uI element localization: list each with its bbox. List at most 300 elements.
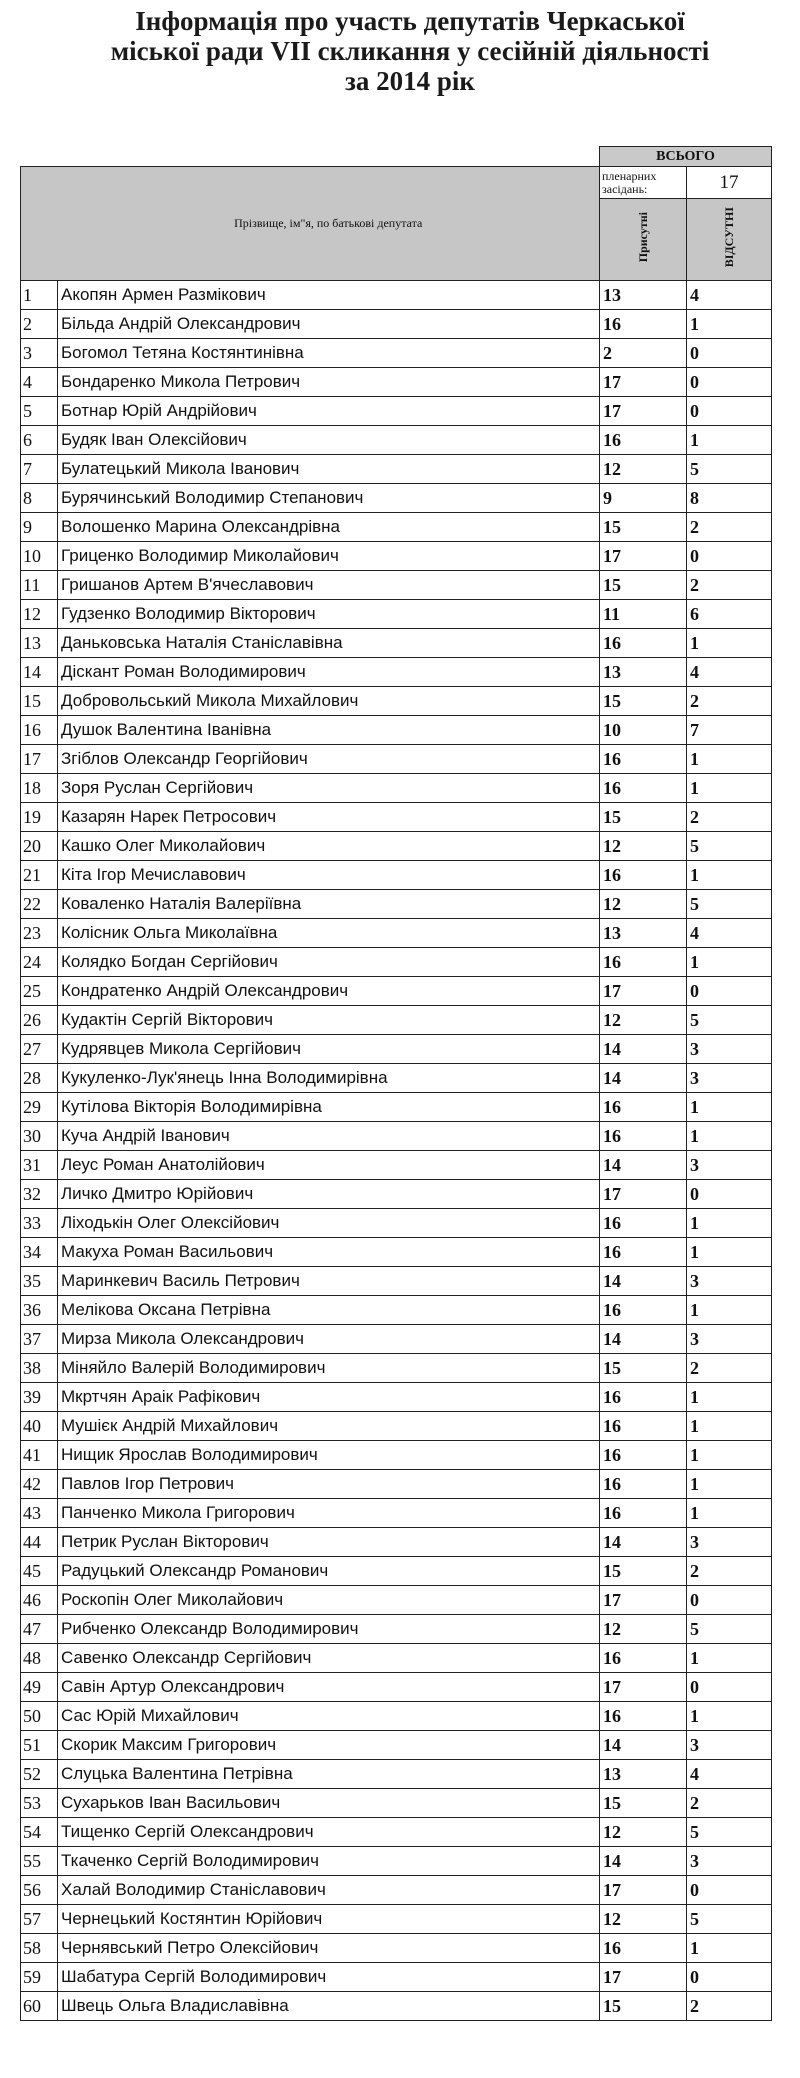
row-number: 47	[21, 1615, 58, 1644]
table-row	[21, 1093, 772, 1122]
present-count: 17	[600, 977, 687, 1006]
present-count: 16	[600, 1934, 687, 1963]
number-column-header	[21, 167, 58, 281]
row-number: 51	[21, 1731, 58, 1760]
absent-count: 0	[687, 1673, 772, 1702]
deputy-name: Ботнар Юрій Андрійович	[58, 397, 600, 426]
present-count: 10	[600, 716, 687, 745]
absent-count: 1	[687, 1238, 772, 1267]
present-count: 12	[600, 890, 687, 919]
absent-count: 1	[687, 1934, 772, 1963]
table-row	[21, 687, 772, 716]
row-number: 13	[21, 629, 58, 658]
deputy-name: Згіблов Олександр Георгійович	[58, 745, 600, 774]
present-count: 15	[600, 1992, 687, 2021]
absent-count: 3	[687, 1528, 772, 1557]
table-row	[21, 1470, 772, 1499]
row-number: 26	[21, 1006, 58, 1035]
row-number: 54	[21, 1818, 58, 1847]
row-number: 53	[21, 1789, 58, 1818]
table-row	[21, 281, 772, 310]
table-body	[21, 281, 772, 2021]
present-count: 15	[600, 687, 687, 716]
row-number: 27	[21, 1035, 58, 1064]
absent-count: 4	[687, 281, 772, 310]
row-number: 49	[21, 1673, 58, 1702]
table-row	[21, 948, 772, 977]
absent-count: 0	[687, 1586, 772, 1615]
deputy-name: Будяк Іван Олексійович	[58, 426, 600, 455]
present-count: 12	[600, 1006, 687, 1035]
deputy-name: Швець Ольга Владиславівна	[58, 1992, 600, 2021]
present-count: 16	[600, 1702, 687, 1731]
present-count: 15	[600, 803, 687, 832]
absent-count: 5	[687, 832, 772, 861]
deputy-name: Сухарьков Іван Васильович	[58, 1789, 600, 1818]
table-row	[21, 368, 772, 397]
table-row	[21, 1296, 772, 1325]
absent-count: 1	[687, 1441, 772, 1470]
absent-count: 2	[687, 513, 772, 542]
row-number: 24	[21, 948, 58, 977]
table-row	[21, 1441, 772, 1470]
table-header	[21, 147, 772, 281]
row-number: 5	[21, 397, 58, 426]
absent-count: 2	[687, 687, 772, 716]
deputy-name: Гриценко Володимир Миколайович	[58, 542, 600, 571]
table-row	[21, 832, 772, 861]
table-row	[21, 455, 772, 484]
present-count: 17	[600, 542, 687, 571]
absent-count: 1	[687, 1702, 772, 1731]
deputy-name: Нищик Ярослав Володимирович	[58, 1441, 600, 1470]
deputy-name: Колісник Ольга Миколаївна	[58, 919, 600, 948]
deputy-name: Мирза Микола Олександрович	[58, 1325, 600, 1354]
table-row	[21, 1615, 772, 1644]
absent-count: 1	[687, 1499, 772, 1528]
title-line-1: Інформація про участь депутатів Черкаської	[135, 6, 685, 36]
present-count: 12	[600, 1905, 687, 1934]
table-row	[21, 1702, 772, 1731]
row-number: 10	[21, 542, 58, 571]
absent-count: 0	[687, 1876, 772, 1905]
present-count: 15	[600, 571, 687, 600]
absent-count: 1	[687, 861, 772, 890]
table-row	[21, 1731, 772, 1760]
table-row	[21, 1818, 772, 1847]
table-row	[21, 1122, 772, 1151]
row-number: 1	[21, 281, 58, 310]
deputy-name: Рибченко Олександр Володимирович	[58, 1615, 600, 1644]
absent-column-header	[687, 199, 772, 281]
row-number: 4	[21, 368, 58, 397]
row-number: 42	[21, 1470, 58, 1499]
deputy-name: Акопян Армен Размікович	[58, 281, 600, 310]
deputy-name: Петрик Руслан Вікторович	[58, 1528, 600, 1557]
absent-count: 0	[687, 368, 772, 397]
present-count: 16	[600, 629, 687, 658]
deputy-name: Казарян Нарек Петросович	[58, 803, 600, 832]
present-count: 13	[600, 919, 687, 948]
table-row	[21, 1934, 772, 1963]
present-count: 16	[600, 426, 687, 455]
deputy-name: Сас Юрій Михайлович	[58, 1702, 600, 1731]
table-row	[21, 716, 772, 745]
absent-count: 3	[687, 1035, 772, 1064]
absent-count: 2	[687, 1354, 772, 1383]
deputy-name: Кудрявцев Микола Сергійович	[58, 1035, 600, 1064]
absent-count: 4	[687, 658, 772, 687]
deputy-name: Діскант Роман Володимирович	[58, 658, 600, 687]
deputy-name: Бурячинський Володимир Степанович	[58, 484, 600, 513]
absent-count: 1	[687, 1412, 772, 1441]
absent-count: 2	[687, 1992, 772, 2021]
table-row	[21, 1238, 772, 1267]
present-count: 17	[600, 1673, 687, 1702]
deputy-name: Савенко Олександр Сергійович	[58, 1644, 600, 1673]
row-number: 12	[21, 600, 58, 629]
present-count: 14	[600, 1731, 687, 1760]
row-number: 32	[21, 1180, 58, 1209]
absent-count: 4	[687, 1760, 772, 1789]
row-number: 30	[21, 1122, 58, 1151]
absent-count: 0	[687, 339, 772, 368]
table-row	[21, 484, 772, 513]
row-number: 9	[21, 513, 58, 542]
row-number: 52	[21, 1760, 58, 1789]
deputy-name: Маринкевич Василь Петрович	[58, 1267, 600, 1296]
deputy-name: Кукуленко-Лук'янець Інна Володимирівна	[58, 1064, 600, 1093]
row-number: 25	[21, 977, 58, 1006]
row-number: 43	[21, 1499, 58, 1528]
present-count: 13	[600, 1760, 687, 1789]
absent-count: 5	[687, 455, 772, 484]
table-row	[21, 1876, 772, 1905]
deputy-name: Булатецький Микола Іванович	[58, 455, 600, 484]
absent-count: 1	[687, 629, 772, 658]
row-number: 18	[21, 774, 58, 803]
table-row	[21, 1644, 772, 1673]
table-row	[21, 745, 772, 774]
absent-count: 7	[687, 716, 772, 745]
row-number: 36	[21, 1296, 58, 1325]
deputy-name: Тищенко Сергій Олександрович	[58, 1818, 600, 1847]
table-row	[21, 774, 772, 803]
table-row	[21, 1528, 772, 1557]
table-row	[21, 1992, 772, 2021]
table-row	[21, 977, 772, 1006]
table-row	[21, 1064, 772, 1093]
absent-count: 8	[687, 484, 772, 513]
present-count: 16	[600, 1209, 687, 1238]
present-count: 17	[600, 397, 687, 426]
deputy-name: Волошенко Марина Олександрівна	[58, 513, 600, 542]
deputy-name: Личко Дмитро Юрійович	[58, 1180, 600, 1209]
table-row	[21, 426, 772, 455]
present-count: 14	[600, 1267, 687, 1296]
present-count: 16	[600, 1470, 687, 1499]
row-number: 14	[21, 658, 58, 687]
present-count: 14	[600, 1064, 687, 1093]
row-number: 19	[21, 803, 58, 832]
deputy-name: Павлов Ігор Петрович	[58, 1470, 600, 1499]
table-row	[21, 1847, 772, 1876]
table-row	[21, 310, 772, 339]
absent-count: 0	[687, 977, 772, 1006]
row-number: 34	[21, 1238, 58, 1267]
present-count: 16	[600, 310, 687, 339]
row-number: 39	[21, 1383, 58, 1412]
present-count: 12	[600, 455, 687, 484]
row-number: 16	[21, 716, 58, 745]
present-count: 14	[600, 1035, 687, 1064]
deputy-name: Добровольський Микола Михайлович	[58, 687, 600, 716]
table-row	[21, 803, 772, 832]
absent-count: 1	[687, 426, 772, 455]
deputy-name: Мушієк Андрій Михайлович	[58, 1412, 600, 1441]
plenary-sessions-count: 17	[687, 167, 772, 199]
table-row	[21, 1412, 772, 1441]
table-row	[21, 629, 772, 658]
absent-count: 1	[687, 1122, 772, 1151]
absent-count: 3	[687, 1064, 772, 1093]
absent-count: 4	[687, 919, 772, 948]
table-row	[21, 1354, 772, 1383]
deputy-name: Савін Артур Олександрович	[58, 1673, 600, 1702]
row-number: 29	[21, 1093, 58, 1122]
row-number: 56	[21, 1876, 58, 1905]
absent-count: 1	[687, 1644, 772, 1673]
table-row	[21, 1905, 772, 1934]
present-count: 16	[600, 1122, 687, 1151]
row-number: 37	[21, 1325, 58, 1354]
deputy-name: Кудактін Сергій Вікторович	[58, 1006, 600, 1035]
table-row	[21, 600, 772, 629]
present-count: 16	[600, 1296, 687, 1325]
row-number: 31	[21, 1151, 58, 1180]
attendance-table	[20, 146, 772, 2021]
table-row	[21, 1789, 772, 1818]
present-count: 11	[600, 600, 687, 629]
row-number: 40	[21, 1412, 58, 1441]
row-number: 41	[21, 1441, 58, 1470]
absent-count: 3	[687, 1267, 772, 1296]
absent-count: 2	[687, 803, 772, 832]
row-number: 3	[21, 339, 58, 368]
absent-count: 3	[687, 1731, 772, 1760]
deputy-name: Радуцький Олександр Романович	[58, 1557, 600, 1586]
table-row	[21, 1151, 772, 1180]
row-number: 46	[21, 1586, 58, 1615]
deputy-name: Кутілова Вікторія Володимирівна	[58, 1093, 600, 1122]
absent-count: 2	[687, 571, 772, 600]
row-number: 17	[21, 745, 58, 774]
row-number: 22	[21, 890, 58, 919]
table-row	[21, 1035, 772, 1064]
absent-count: 3	[687, 1151, 772, 1180]
deputy-name: Роскопін Олег Миколайович	[58, 1586, 600, 1615]
title-line-3: за 2014 рік	[345, 66, 475, 96]
row-number: 28	[21, 1064, 58, 1093]
total-header: ВСЬОГО	[600, 147, 772, 167]
row-number: 48	[21, 1644, 58, 1673]
deputy-name: Душок Валентина Іванівна	[58, 716, 600, 745]
plenary-label-line-2: засідань:	[602, 181, 648, 196]
present-count: 16	[600, 1093, 687, 1122]
absent-count: 0	[687, 397, 772, 426]
table-row	[21, 890, 772, 919]
table-row	[21, 1006, 772, 1035]
absent-count: 0	[687, 1180, 772, 1209]
table-row	[21, 1180, 772, 1209]
title-line-2: міської ради VII скликання у сесійній діяльності	[110, 36, 710, 66]
table-row	[21, 1673, 772, 1702]
row-number: 58	[21, 1934, 58, 1963]
row-number: 7	[21, 455, 58, 484]
row-number: 21	[21, 861, 58, 890]
deputy-name: Слуцька Валентина Петрівна	[58, 1760, 600, 1789]
deputy-name: Мкртчян Араік Рафікович	[58, 1383, 600, 1412]
present-count: 17	[600, 1963, 687, 1992]
absent-count: 0	[687, 542, 772, 571]
absent-count: 1	[687, 948, 772, 977]
absent-count: 0	[687, 1963, 772, 1992]
present-count: 16	[600, 861, 687, 890]
table-row	[21, 542, 772, 571]
absent-count: 1	[687, 1470, 772, 1499]
table-row	[21, 919, 772, 948]
deputy-name: Ткаченко Сергій Володимирович	[58, 1847, 600, 1876]
table-row	[21, 397, 772, 426]
table-row	[21, 1499, 772, 1528]
row-number: 59	[21, 1963, 58, 1992]
row-number: 44	[21, 1528, 58, 1557]
row-number: 57	[21, 1905, 58, 1934]
name-column-header: Прізвище, ім"я, по батькові депутата	[58, 167, 600, 281]
row-number: 6	[21, 426, 58, 455]
present-count: 17	[600, 1586, 687, 1615]
deputy-name: Шабатура Сергій Володимирович	[58, 1963, 600, 1992]
absent-count: 5	[687, 1818, 772, 1847]
present-count: 16	[600, 745, 687, 774]
absent-count: 5	[687, 1006, 772, 1035]
absent-count: 3	[687, 1847, 772, 1876]
table-row	[21, 1586, 772, 1615]
deputy-name: Богомол Тетяна Костянтинівна	[58, 339, 600, 368]
deputy-name: Куча Андрій Іванович	[58, 1122, 600, 1151]
absent-count: 5	[687, 890, 772, 919]
absent-count: 1	[687, 1093, 772, 1122]
present-count: 16	[600, 1499, 687, 1528]
present-count: 16	[600, 1644, 687, 1673]
present-count: 15	[600, 1557, 687, 1586]
absent-count: 6	[687, 600, 772, 629]
present-count: 13	[600, 281, 687, 310]
row-number: 55	[21, 1847, 58, 1876]
deputy-name: Більда Андрій Олександрович	[58, 310, 600, 339]
deputy-name: Кіта Ігор Мечиславович	[58, 861, 600, 890]
row-number: 8	[21, 484, 58, 513]
deputy-name: Гудзенко Володимир Вікторович	[58, 600, 600, 629]
absent-label: ВІДСУТНІ	[721, 207, 736, 268]
present-count: 17	[600, 1876, 687, 1905]
deputy-name: Кондратенко Андрій Олександрович	[58, 977, 600, 1006]
present-count: 2	[600, 339, 687, 368]
row-number: 50	[21, 1702, 58, 1731]
table-row	[21, 1209, 772, 1238]
present-count: 16	[600, 774, 687, 803]
deputy-name: Чернявський Петро Олексійович	[58, 1934, 600, 1963]
table-row	[21, 571, 772, 600]
row-number: 23	[21, 919, 58, 948]
deputy-name: Мелікова Оксана Петрівна	[58, 1296, 600, 1325]
present-count: 12	[600, 832, 687, 861]
present-count: 16	[600, 1441, 687, 1470]
absent-count: 1	[687, 1383, 772, 1412]
table-row	[21, 861, 772, 890]
present-count: 15	[600, 513, 687, 542]
present-column-header	[600, 199, 687, 281]
deputy-name: Кашко Олег Миколайович	[58, 832, 600, 861]
absent-count: 1	[687, 745, 772, 774]
deputy-name: Ліходькін Олег Олексійович	[58, 1209, 600, 1238]
present-count: 17	[600, 368, 687, 397]
present-count: 17	[600, 1180, 687, 1209]
deputy-name: Бондаренко Микола Петрович	[58, 368, 600, 397]
row-number: 33	[21, 1209, 58, 1238]
table-row	[21, 513, 772, 542]
table-row	[21, 1557, 772, 1586]
deputy-name: Халай Володимир Станіславович	[58, 1876, 600, 1905]
row-number: 45	[21, 1557, 58, 1586]
deputy-name: Скорик Максим Григорович	[58, 1731, 600, 1760]
document-title	[60, 6, 760, 96]
row-number: 11	[21, 571, 58, 600]
present-count: 12	[600, 1615, 687, 1644]
present-count: 13	[600, 658, 687, 687]
present-count: 14	[600, 1528, 687, 1557]
deputy-name: Даньковська Наталія Станіславівна	[58, 629, 600, 658]
present-count: 14	[600, 1847, 687, 1876]
present-count: 12	[600, 1818, 687, 1847]
table-row	[21, 1325, 772, 1354]
absent-count: 3	[687, 1325, 772, 1354]
plenary-sessions-label	[600, 167, 687, 199]
absent-count: 1	[687, 774, 772, 803]
plenary-label-line-1: пленарних	[602, 168, 657, 183]
present-count: 16	[600, 1412, 687, 1441]
deputy-name: Леус Роман Анатолійович	[58, 1151, 600, 1180]
table-row	[21, 1267, 772, 1296]
present-count: 9	[600, 484, 687, 513]
absent-count: 2	[687, 1789, 772, 1818]
row-number: 35	[21, 1267, 58, 1296]
absent-count: 1	[687, 310, 772, 339]
present-count: 16	[600, 1238, 687, 1267]
row-number: 2	[21, 310, 58, 339]
present-count: 16	[600, 1383, 687, 1412]
row-number: 20	[21, 832, 58, 861]
deputy-name: Гришанов Артем В'ячеславович	[58, 571, 600, 600]
deputy-name: Панченко Микола Григорович	[58, 1499, 600, 1528]
present-count: 15	[600, 1354, 687, 1383]
present-label: Присутні	[635, 212, 650, 263]
row-number: 60	[21, 1992, 58, 2021]
deputy-name: Макуха Роман Васильович	[58, 1238, 600, 1267]
deputy-name: Коваленко Наталія Валеріївна	[58, 890, 600, 919]
table-row	[21, 339, 772, 368]
deputy-name: Колядко Богдан Сергійович	[58, 948, 600, 977]
